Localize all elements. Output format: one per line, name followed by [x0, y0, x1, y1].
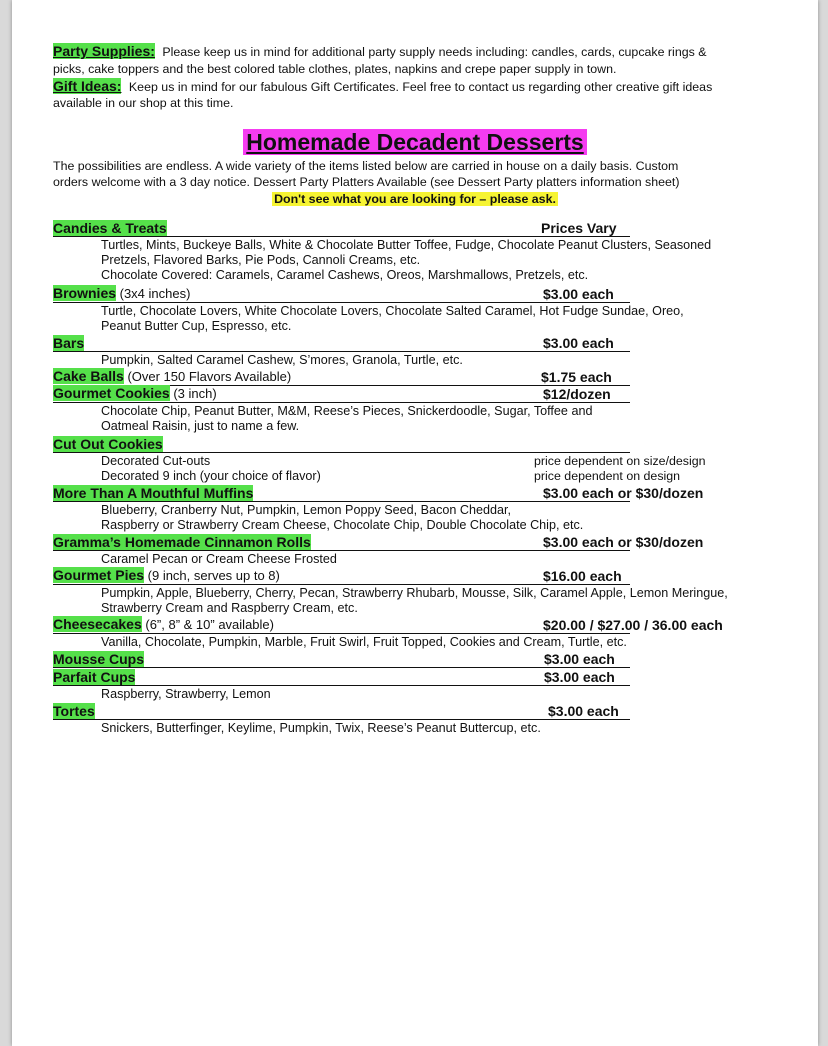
menu-item-row	[53, 669, 630, 686]
menu-item-description: Snickers, Butterfinger, Keylime, Pumpkin, Twix, Reese’s Peanut Buttercup, etc.	[101, 721, 541, 735]
menu-item-description: Turtle, Chocolate Lovers, White Chocolate Lovers, Chocolate Salted Caramel, Hot Fudge Sundae, Oreo,	[101, 304, 684, 318]
title-wrap	[12, 129, 818, 155]
menu-item-description: Raspberry, Strawberry, Lemon	[101, 687, 271, 701]
menu-item-row	[53, 369, 630, 386]
cutout-item-2: Decorated 9 inch (your choice of flavor)	[101, 469, 321, 483]
cutout-price-2: price dependent on design	[534, 469, 681, 483]
menu-item-row	[53, 335, 630, 352]
menu-item-row	[53, 534, 704, 551]
menu-item-description: Blueberry, Cranberry Nut, Pumpkin, Lemon Poppy Seed, Bacon Cheddar,	[101, 503, 511, 517]
party-supplies-line1	[53, 44, 707, 60]
menu-item-price: $3.00 each	[548, 703, 619, 719]
menu-item-name: Candies & Treats	[53, 220, 167, 236]
menu-item-name: Cut Out Cookies	[53, 436, 163, 452]
menu-item-name-group	[53, 567, 280, 584]
cutout-item-1: Decorated Cut-outs	[101, 454, 211, 468]
menu-item-description: Strawberry Cream and Raspberry Cream, etc.	[101, 601, 358, 615]
document-page	[12, 0, 818, 1046]
menu-item-name-group	[53, 385, 217, 402]
menu-item-name: Parfait Cups	[53, 669, 136, 685]
menu-item-price: $16.00 each	[543, 568, 622, 584]
menu-item-row	[53, 386, 630, 403]
menu-item-price: $20.00 / $27.00 / 36.00 each	[543, 617, 723, 633]
menu-item-size-note: (Over 150 Flavors Available)	[123, 369, 292, 384]
menu-item-name-group	[53, 651, 144, 667]
menu-item-price: $3.00 each	[543, 335, 614, 351]
menu-item-description: Peanut Butter Cup, Espresso, etc.	[101, 319, 292, 333]
callout-wrap	[12, 190, 818, 208]
menu-item-size-note: (3 inch)	[169, 386, 217, 401]
menu-item-description: Pumpkin, Apple, Blueberry, Cherry, Pecan, Strawberry Rhubarb, Mousse, Silk, Caramel Apple, Lemon Meringue,	[101, 586, 728, 600]
gift-ideas-label: Gift Ideas:	[53, 78, 122, 94]
menu-item-name-group	[53, 220, 167, 236]
menu-item-name-group	[53, 285, 190, 302]
header-desc-line1: The possibilities are endless. A wide variety of the items listed below are carried in house on a daily basis. Custom	[53, 159, 679, 173]
menu-item-price: $3.00 each or $30/dozen	[543, 534, 704, 550]
menu-item-name: Gramma’s Homemade Cinnamon Rolls	[53, 534, 311, 550]
menu-item-name: Brownies	[53, 285, 117, 301]
menu-item-name-group	[53, 436, 163, 452]
menu-item-name: Gourmet Pies	[53, 567, 145, 583]
party-supplies-line2: picks, cake toppers and the best colored table clothes, plates, napkins and crepe paper supply in town.	[53, 62, 617, 76]
cutout-price-1: price dependent on size/design	[534, 454, 706, 468]
menu-item-name-group	[53, 669, 135, 685]
menu-item-row	[53, 485, 704, 502]
menu-item-name: More Than A Mouthful Muffins	[53, 485, 254, 501]
menu-item-description: Pumpkin, Salted Caramel Cashew, S’mores, Granola, Turtle, etc.	[101, 353, 463, 367]
callout: Don't see what you are looking for – please ask.	[274, 192, 556, 206]
menu-item-name: Tortes	[53, 703, 95, 719]
menu-item-price: $3.00 each	[543, 286, 614, 302]
menu-item-row	[53, 703, 630, 720]
menu-item-description: Oatmeal Raisin, just to name a few.	[101, 419, 300, 433]
menu-item-row	[53, 616, 723, 634]
menu-item-description: Raspberry or Strawberry Cream Cheese, Chocolate Chip, Double Chocolate Chip, etc.	[101, 518, 584, 532]
menu-item-name: Cake Balls	[53, 368, 124, 384]
gift-ideas-line1	[53, 79, 712, 95]
menu-item-size-note: (9 inch, serves up to 8)	[144, 568, 280, 583]
page-title: Homemade Decadent Desserts	[243, 129, 586, 155]
menu-item-row	[53, 651, 630, 668]
menu-item-description: Turtles, Mints, Buckeye Balls, White & Chocolate Butter Toffee, Fudge, Chocolate Peanut Clusters, Seasoned	[101, 238, 712, 252]
menu-item-name: Mousse Cups	[53, 651, 145, 667]
menu-item-name-group	[53, 368, 291, 385]
header-desc-line2: orders welcome with a 3 day notice. Dessert Party Platters Available (see Dessert Party platters information sheet)	[53, 175, 680, 189]
gift-ideas-line2: available in our shop at this time.	[53, 96, 234, 110]
menu-item-row	[53, 568, 630, 585]
menu-item-price: $12/dozen	[543, 386, 611, 402]
menu-item-description: Chocolate Chip, Peanut Butter, M&M, Reese’s Pieces, Snickerdoodle, Sugar, Toffee and	[101, 404, 593, 418]
party-supplies-label: Party Supplies:	[53, 43, 155, 59]
party-supplies-text: Please keep us in mind for additional party supply needs including: candles, cards, cupcake rings &	[162, 45, 707, 59]
menu-item-name: Gourmet Cookies	[53, 385, 170, 401]
menu-item-description: Vanilla, Chocolate, Pumpkin, Marble, Fruit Swirl, Fruit Topped, Cookies and Cream, Turtle, etc.	[101, 635, 627, 649]
menu-item-name-group	[53, 534, 311, 550]
menu-item-row	[53, 286, 630, 303]
menu-item-price: $3.00 each or $30/dozen	[543, 485, 704, 501]
gift-ideas-text: Keep us in mind for our fabulous Gift Certificates. Feel free to contact us regarding other creative gift ideas	[128, 80, 713, 94]
menu-item-size-note: (6”, 8” & 10” available)	[141, 617, 274, 632]
menu-item-name-group	[53, 335, 84, 351]
menu-item-description: Chocolate Covered: Caramels, Caramel Cashews, Oreos, Marshmallows, Pretzels, etc.	[101, 268, 589, 282]
menu-item-price: $3.00 each	[544, 669, 615, 685]
menu-item-name: Cheesecakes	[53, 616, 142, 632]
menu-item-size-note: (3x4 inches)	[116, 286, 191, 301]
menu-item-name: Bars	[53, 335, 85, 351]
menu-item-description: Pretzels, Flavored Barks, Pie Pods, Cannoli Creams, etc.	[101, 253, 421, 267]
menu-item-name-group	[53, 485, 253, 501]
menu-item-row	[53, 436, 630, 453]
menu-item-price: Prices Vary	[541, 220, 617, 236]
menu-item-description: Caramel Pecan or Cream Cheese Frosted	[101, 552, 337, 566]
menu-item-name-group	[53, 616, 274, 633]
menu-item-price: $1.75 each	[541, 369, 612, 385]
menu-item-price: $3.00 each	[544, 651, 615, 667]
menu-item-name-group	[53, 703, 95, 719]
menu-item-row	[53, 220, 630, 237]
